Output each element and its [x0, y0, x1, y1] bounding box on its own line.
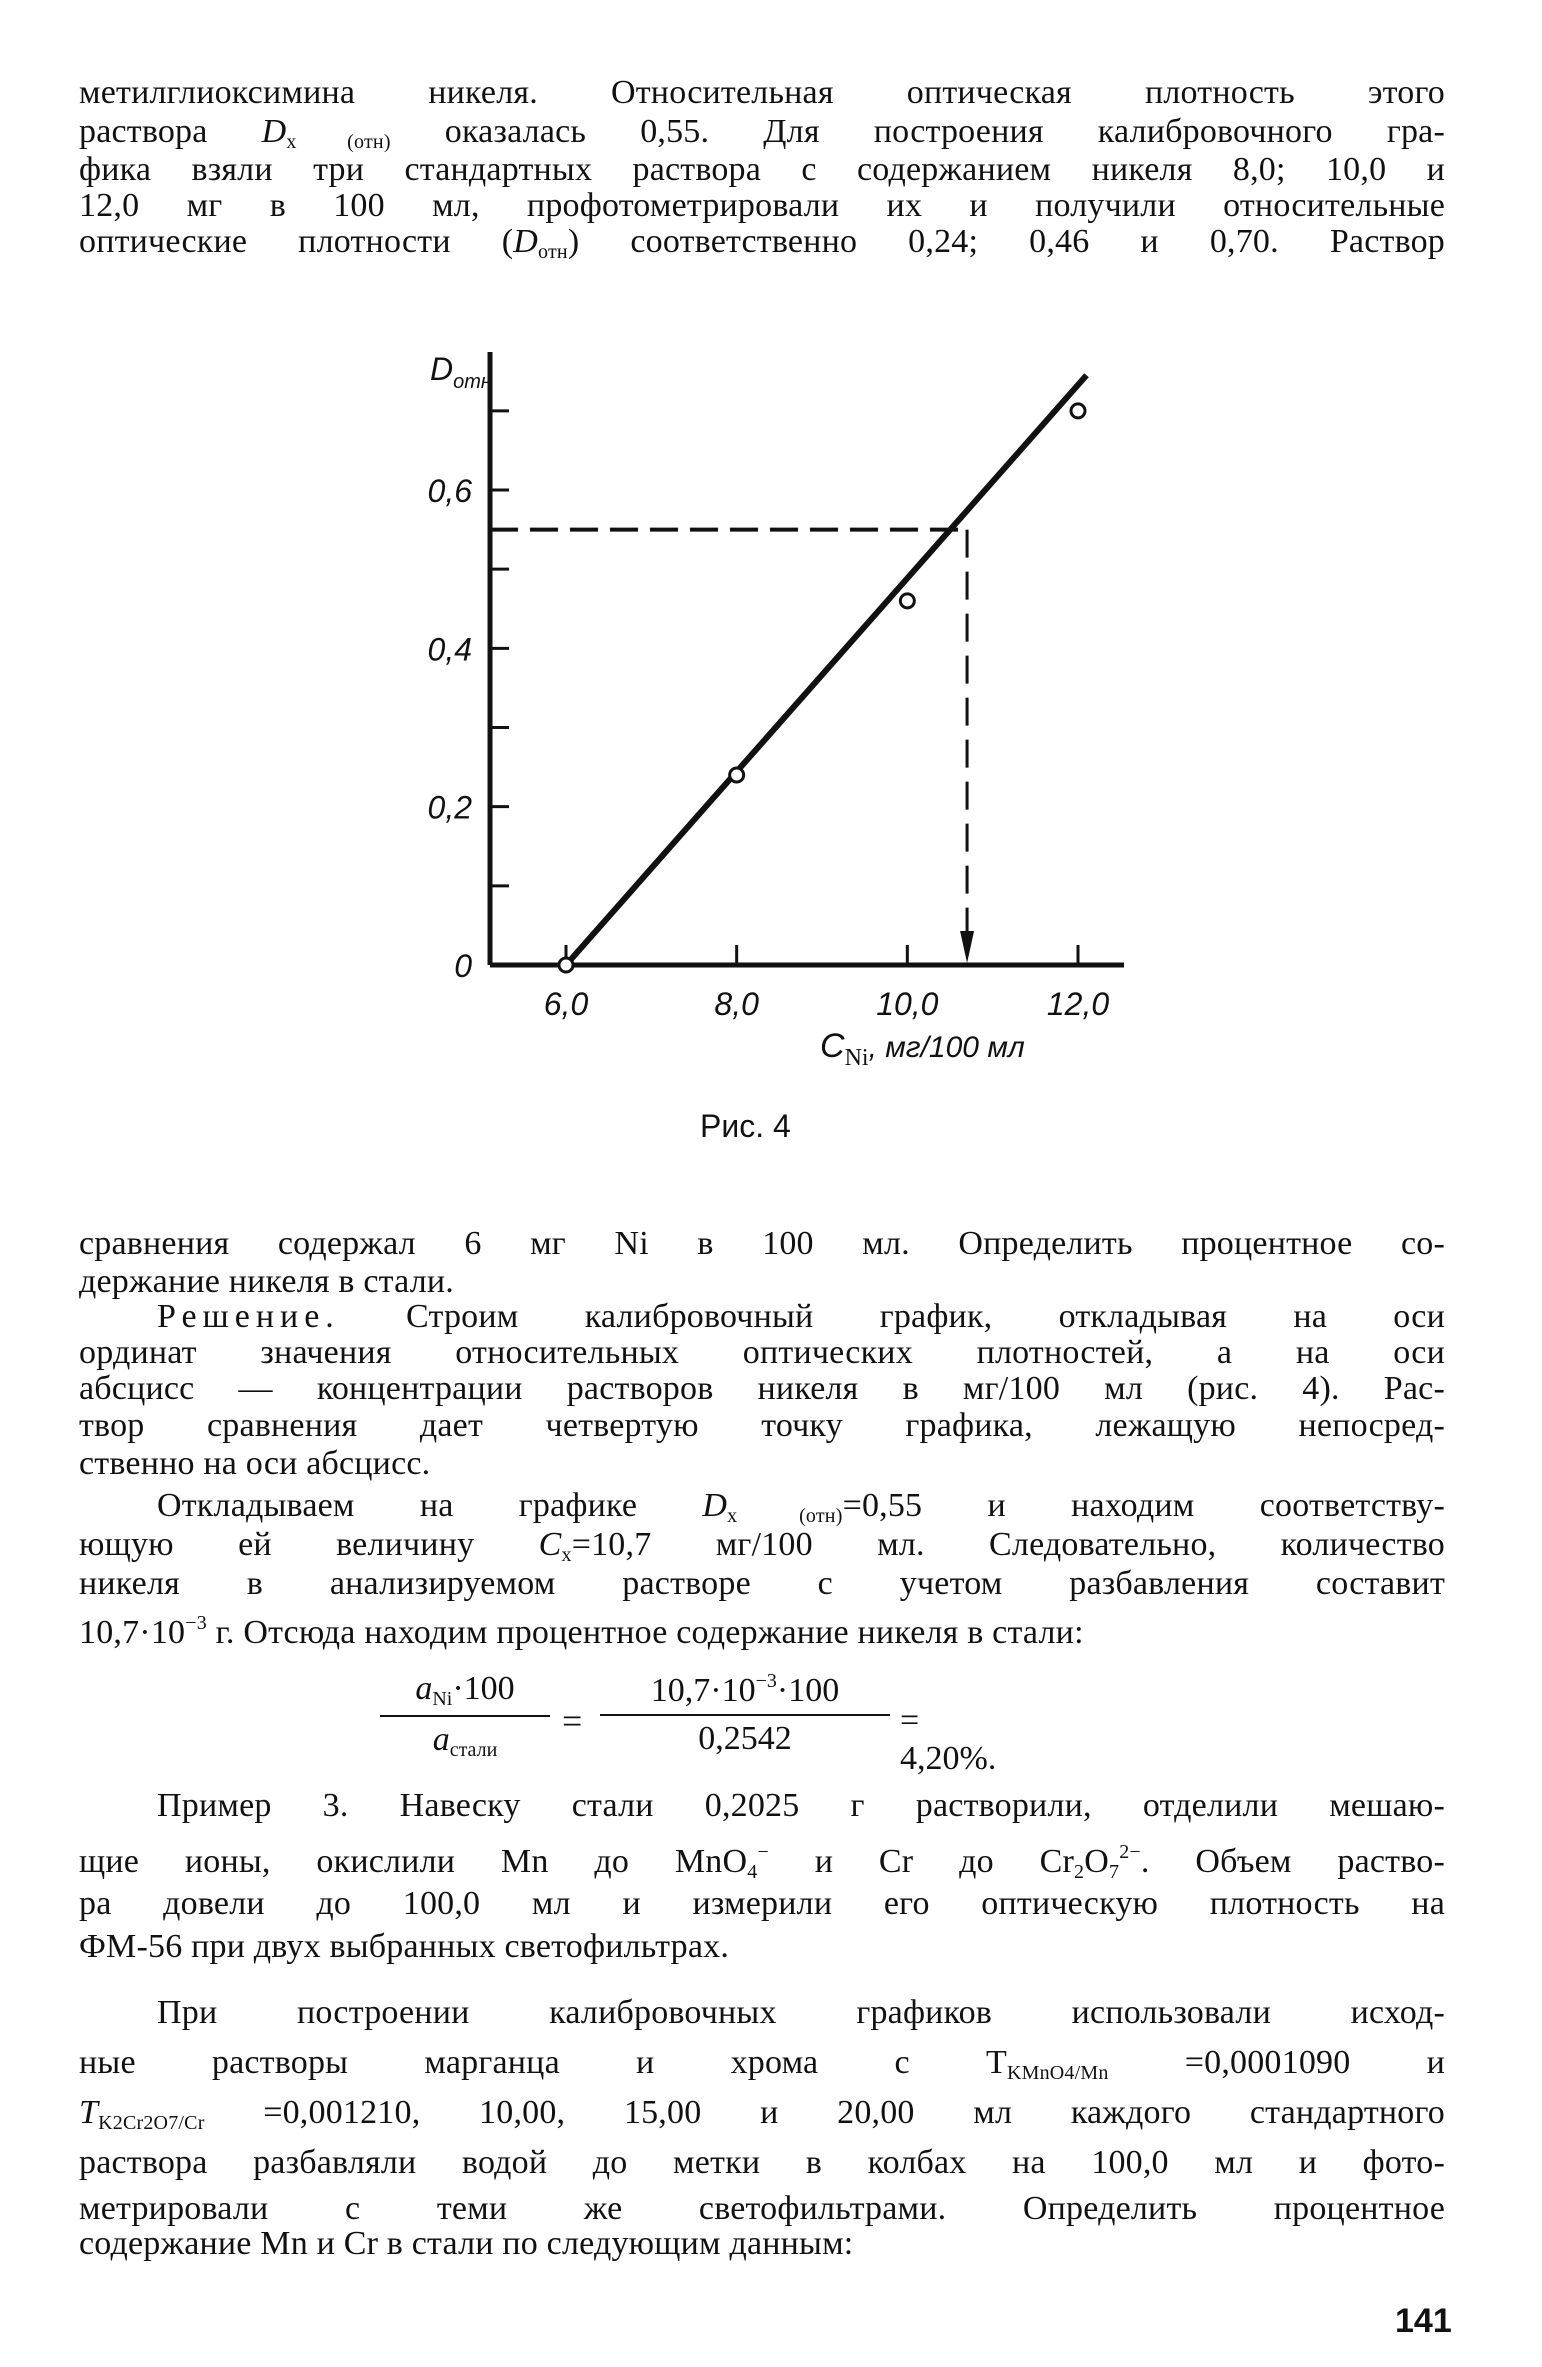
text-run: 10,7·10 [79, 1614, 186, 1651]
y-tick-label: 0,6 [427, 473, 472, 509]
text-line: сравнения содержал 6 мг Ni в 100 мл. Определить процентное со- [79, 1225, 1445, 1262]
subscript: отн [538, 241, 568, 263]
text-line [79, 1604, 1445, 1652]
symbol-d: D [261, 113, 287, 150]
subscript: стали [449, 1739, 498, 1761]
text-run: щие ионы, окислили Mn до MnO [79, 1843, 748, 1880]
superscript: 2− [1119, 1841, 1141, 1863]
subscript: 7 [1109, 1861, 1120, 1883]
text-line: ординат значения относительных оптических плотностей, а на оси [79, 1334, 1445, 1371]
y-axis-label-sub: отн [453, 371, 492, 393]
data-point [900, 594, 914, 608]
text-line: фика взяли три стандартных раствора с содержанием никеля 8,0; 10,0 и [79, 151, 1445, 188]
x-tick-label: 12,0 [1046, 986, 1110, 1022]
text-run: O [1084, 1843, 1110, 1880]
fraction-bar [380, 1715, 550, 1717]
superscript: −3 [185, 1612, 207, 1634]
equals-sign: = [562, 1701, 583, 1741]
text-run: =0,001210, 10,00, 15,00 и 20,00 мл каждого стандартного [204, 2094, 1445, 2131]
text-run: ) соответственно 0,24; 0,46 и 0,70. Раствор [567, 223, 1445, 260]
subscript: x (отн) [286, 131, 391, 153]
text-run: Строим калибровочный график, откладывая на оси [339, 1298, 1445, 1335]
symbol-a: a [415, 1670, 433, 1707]
y-axis-label [430, 351, 492, 393]
text-run: раствора [79, 113, 262, 150]
subscript: 2 [1074, 1861, 1085, 1883]
page-number: 141 [1395, 2302, 1452, 2340]
y-tick-label: 0,2 [427, 789, 472, 826]
figure-caption: Рис. 4 [700, 1108, 791, 1144]
x-axis-label [820, 1027, 1025, 1071]
text-run: . Объем раство- [1140, 1843, 1445, 1880]
y-tick-label: 0 [454, 948, 472, 984]
text-line: ственно на оси абсцисс. [79, 1445, 431, 1482]
text-line: раствора разбавляли водой до метки в колбах на 100,0 мл и фото- [79, 2144, 1445, 2181]
text-run: =10,7 мг/100 мл. Следовательно, количество [571, 1526, 1445, 1563]
superscript: − [757, 1841, 769, 1863]
text-run: оказалась 0,55. Для построения калибровочного гра- [390, 113, 1445, 150]
x-tick-label: 10,0 [876, 986, 939, 1022]
text-line: метилглиоксимина никеля. Относительная оптическая плотность этого [79, 74, 1445, 111]
y-axis-label-main: D [430, 351, 454, 387]
calibration-chart [0, 0, 1542, 1100]
text-line [79, 2094, 1445, 2142]
subscript: x [561, 1544, 572, 1566]
subscript: 4 [747, 1861, 758, 1883]
symbol-c: C [538, 1526, 562, 1563]
fraction-bar [600, 1714, 890, 1716]
text-run: ·100 [776, 1672, 840, 1709]
text-run: ные растворы марганца и хрома с T [79, 2044, 1007, 2081]
x-axis-label-main: C [820, 1027, 845, 1065]
rhs-fraction [600, 1670, 890, 1758]
symbol-d: D [513, 223, 539, 260]
text-line: ФМ-56 при двух выбранных светофильтрах. [79, 1928, 730, 1965]
text-line: 12,0 мг в 100 мл, профотометрировали их и получили относительные [79, 187, 1445, 224]
x-axis-label-unit: , мг/100 мл [868, 1031, 1025, 1064]
text-line [79, 1833, 1445, 1891]
x-tick-label: 6,0 [543, 986, 589, 1022]
symbol-t: T [79, 2094, 99, 2131]
text-line [157, 1298, 1445, 1336]
chart-root [428, 351, 1124, 1071]
calibration-line [566, 375, 1087, 965]
text-line: содержание Mn и Cr в стали по следующим данным: [79, 2225, 854, 2262]
text-line: ра довели до 100,0 мл и измерили его оптическую плотность на [79, 1885, 1445, 1922]
text-run: оптические плотности ( [79, 223, 514, 260]
text-run: =0,55 и находим соответству- [842, 1487, 1445, 1524]
formula-result: = 4,20%. [900, 1702, 997, 1777]
text-run: ющую ей величину [79, 1526, 539, 1563]
subscript: x (отн) [727, 1505, 843, 1527]
text-run: =0,0001090 и [1108, 2044, 1445, 2081]
subscript: Ni [432, 1688, 453, 1710]
arrow-head-icon [960, 931, 974, 963]
text-run: 10,7·10 [650, 1672, 756, 1709]
solution-heading: Решение. [157, 1298, 340, 1335]
y-tick-label: 0,4 [427, 631, 472, 668]
subscript: KMnO4/Mn [1006, 2062, 1109, 2084]
text-line: никеля в анализируемом растворе с учетом разбавления составит [79, 1565, 1445, 1602]
text-line: абсцисс — концентрации растворов никеля в мг/100 мл (рис. 4). Рас- [79, 1370, 1445, 1407]
data-point [559, 958, 573, 972]
text-line: держание никеля в стали. [79, 1263, 454, 1300]
symbol-d: D [702, 1487, 728, 1524]
text-run: и Cr до Cr [768, 1843, 1075, 1880]
text-run: г. Отсюда находим процентное содержание никеля в стали: [206, 1614, 1084, 1651]
text-run: ·100 [452, 1670, 515, 1707]
denominator: 0,2542 [698, 1720, 792, 1757]
text-line: При построении калибровочных графиков использовали исход- [157, 1994, 1445, 2031]
text-line [79, 2044, 1445, 2092]
symbol-a: a [432, 1721, 450, 1758]
text-line: Пример 3. Навеску стали 0,2025 г растворили, отделили мешаю- [157, 1787, 1445, 1824]
data-point [1071, 404, 1085, 418]
subscript: K2Cr2O7/Cr [98, 2112, 205, 2134]
lhs-fraction [380, 1670, 550, 1762]
x-axis-label-sub: Ni [844, 1045, 869, 1071]
x-tick-label: 8,0 [714, 986, 759, 1022]
superscript: −3 [755, 1670, 777, 1692]
text-line: метрировали с теми же светофильтрами. Определить процентное [79, 2190, 1445, 2227]
text-run: Откладываем на графике [157, 1487, 703, 1524]
data-point [730, 768, 744, 782]
text-line: твор сравнения дает четвертую точку графика, лежащую непосред- [79, 1407, 1445, 1444]
